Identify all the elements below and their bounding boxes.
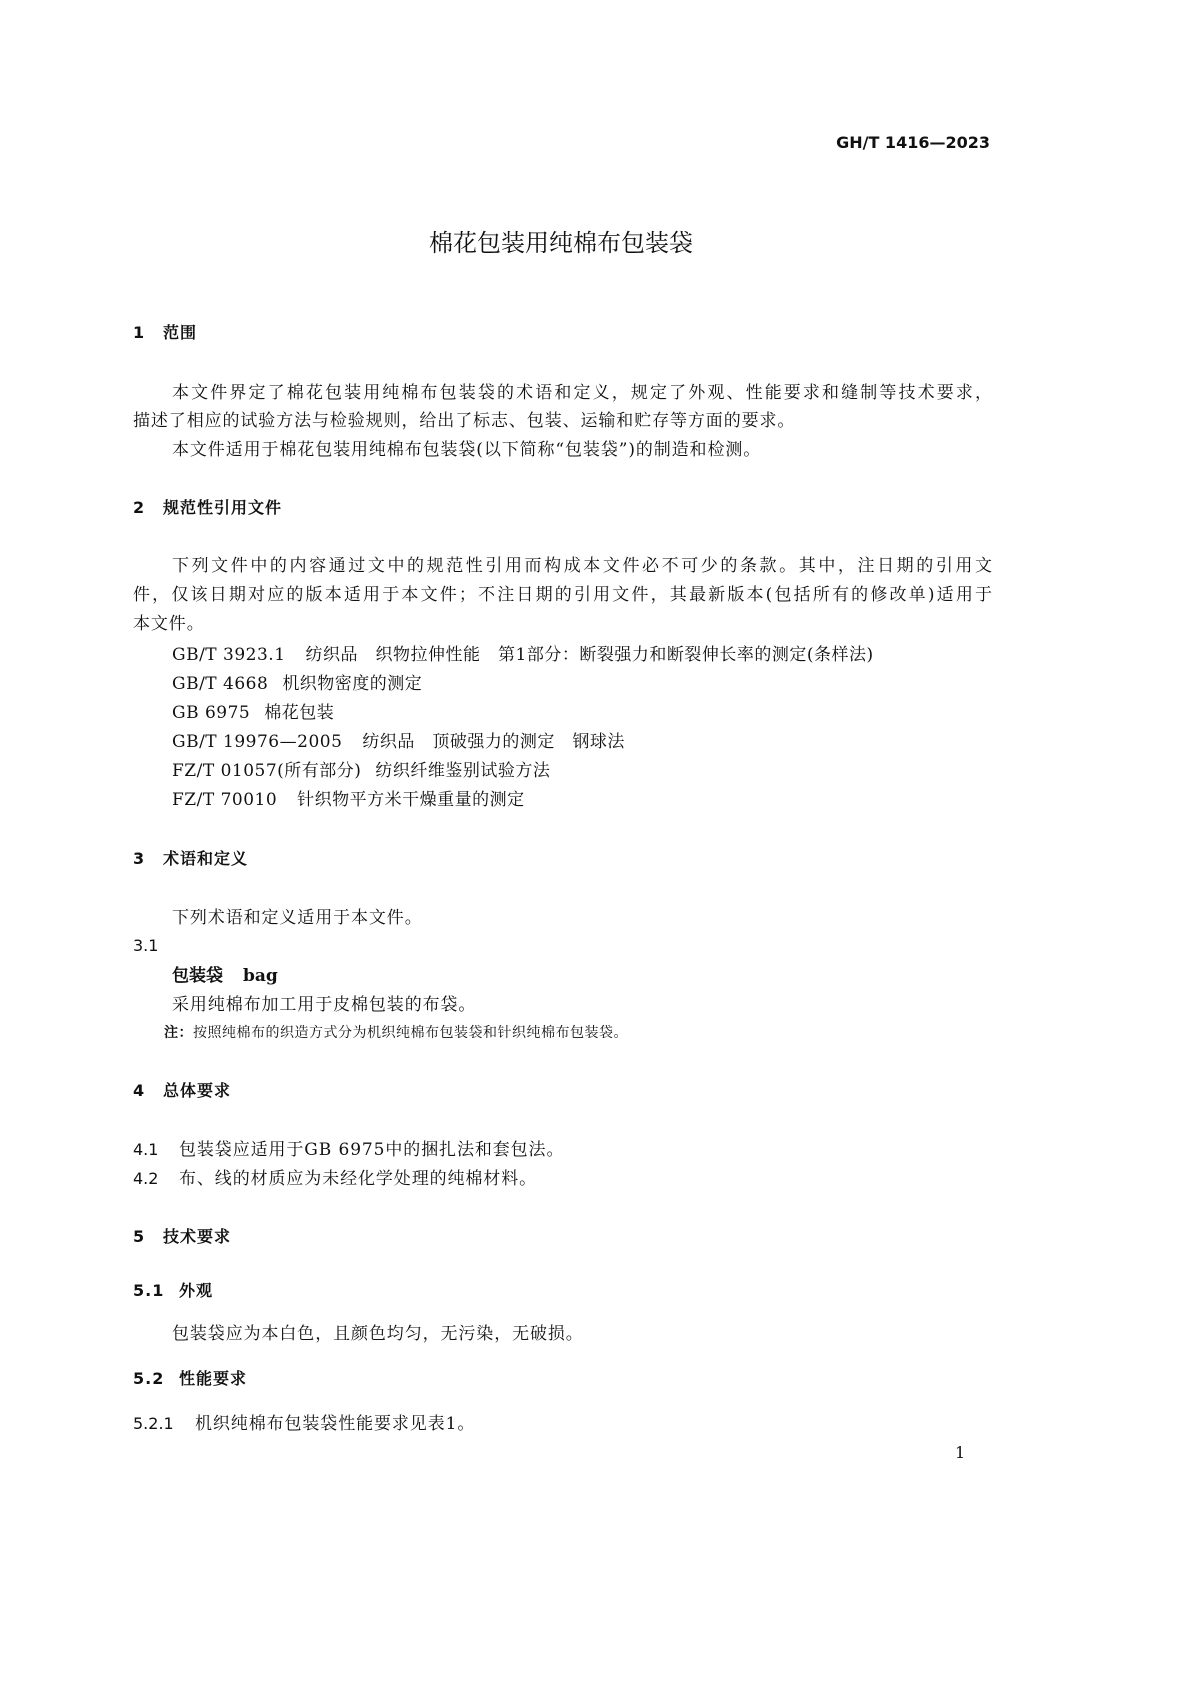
reference-item: GB/T 4668 机织物密度的测定 xyxy=(172,674,423,694)
term-number: 3.1 xyxy=(133,936,159,955)
paragraph: 本文件适用于棉花包装用纯棉布包装袋(以下简称“包装袋”)的制造和检测。 xyxy=(172,440,762,460)
clause-item: 5.2.1 机织纯棉布包装袋性能要求见表1。 xyxy=(133,1414,476,1434)
reference-item: GB 6975 棉花包装 xyxy=(172,703,335,723)
page-title: 棉花包装用纯棉布包装袋 xyxy=(429,229,693,257)
section-3-heading: 3 术语和定义 xyxy=(133,849,249,868)
reference-item: FZ/T 70010 针织物平方米干燥重量的测定 xyxy=(172,790,525,810)
section-1-heading: 1 范围 xyxy=(133,323,198,342)
clause-item: 4.1 包装袋应适用于GB 6975中的捆扎法和套包法。 xyxy=(133,1140,565,1160)
paragraph: 包装袋应为本白色，且颜色均匀，无污染，无破损。 xyxy=(172,1324,584,1344)
subsection-5-2-heading: 5.2 性能要求 xyxy=(133,1369,248,1388)
page-number: 1 xyxy=(955,1443,966,1462)
section-4-heading: 4 总体要求 xyxy=(133,1081,232,1100)
paragraph: 下列术语和定义适用于本文件。 xyxy=(172,908,423,928)
paragraph: 描述了相应的试验方法与检验规则，给出了标志、包装、运输和贮存等方面的要求。 xyxy=(133,411,796,431)
paragraph: 本文件界定了棉花包装用纯棉布包装袋的术语和定义，规定了外观、性能要求和缝制等技术要求， xyxy=(172,383,992,403)
term-definition: 采用纯棉布加工用于皮棉包装的布袋。 xyxy=(172,995,477,1015)
term-heading: 包装袋 bag xyxy=(172,966,278,986)
paragraph: 下列文件中的内容通过文中的规范性引用而构成本文件必不可少的条款。其中，注日期的引用文 xyxy=(172,556,992,576)
section-2-heading: 2 规范性引用文件 xyxy=(133,498,283,517)
paragraph: 本文件。 xyxy=(133,614,205,634)
paragraph: 件，仅该日期对应的版本适用于本文件；不注日期的引用文件，其最新版本(包括所有的修改单)适用于 xyxy=(133,585,992,605)
subsection-5-1-heading: 5.1 外观 xyxy=(133,1281,214,1300)
term-note: 注：按照纯棉布的织造方式分为机织纯棉布包装袋和针织纯棉布包装袋。 xyxy=(164,1025,628,1041)
reference-item: GB/T 3923.1 纺织品 织物拉伸性能 第1部分：断裂强力和断裂伸长率的测定(条样法) xyxy=(172,645,874,665)
document-code: GH/T 1416—2023 xyxy=(836,133,990,152)
reference-item: FZ/T 01057(所有部分) 纺织纤维鉴别试验方法 xyxy=(172,761,551,781)
reference-item: GB/T 19976—2005 纺织品 顶破强力的测定 钢球法 xyxy=(172,732,625,752)
clause-item: 4.2 布、线的材质应为未经化学处理的纯棉材料。 xyxy=(133,1169,537,1189)
section-5-heading: 5 技术要求 xyxy=(133,1227,232,1246)
